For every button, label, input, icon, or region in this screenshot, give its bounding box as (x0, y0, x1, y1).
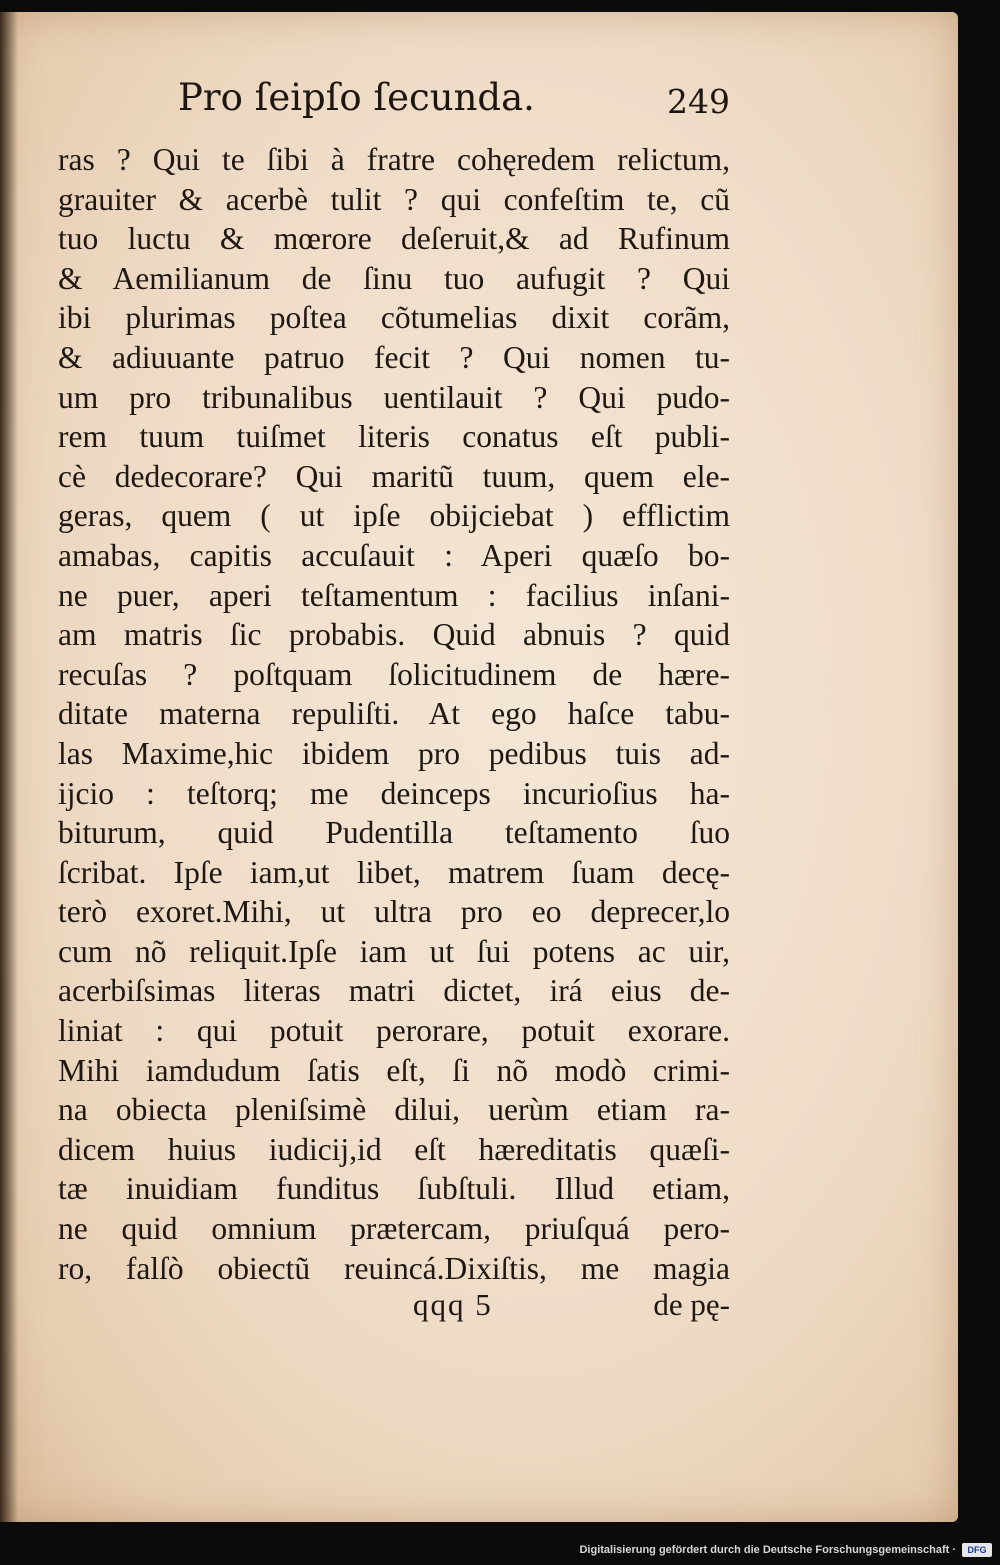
text-line: ras ? Qui te ſibi à fratre cohęredem relictum, (58, 142, 730, 177)
text-line: tuo luctu & mœrore deſeruit,& ad Rufinum (58, 221, 730, 257)
text-line: Mihi iamdudum ſatis eſt, ſi nõ modò crimi- (58, 1052, 730, 1088)
signature-mark: qqq 5 (413, 1287, 493, 1322)
page-title: Pro ſeipſo ſecunda. (178, 76, 535, 119)
text-line: & Aemilianum de ſinu tuo aufugit ? Qui (58, 260, 730, 296)
book-page (0, 12, 958, 1522)
text-line: terò exoret.Mihi, ut ultra pro eo deprecer,lo (58, 894, 730, 930)
text-line: amabas, capitis accuſauit : Aperi quæſo bo- (58, 537, 730, 573)
text-line: grauiter & acerbè tulit ? qui confeſtim te, cũ (58, 181, 730, 217)
text-line: ne puer, aperi teſtamentum : facilius inſani- (58, 577, 730, 613)
text-line: cum nõ reliquit.Ipſe iam ut ſui potens ac uir, (58, 933, 730, 969)
text-body (58, 140, 730, 1288)
text-line: rem tuum tuiſmet literis conatus eſt publi- (58, 419, 730, 455)
text-line: geras, quem ( ut ipſe obijciebat ) efflictim (58, 498, 730, 534)
text-line: biturum, quid Pudentilla teſtamento ſuo (58, 815, 730, 851)
text-line: dicem huius iudicij,id eſt hæreditatis quæſi- (58, 1131, 730, 1167)
credit-bar (0, 1535, 1000, 1565)
text-line: ro, falſò obiectũ reuincá.Dixiſtis, me magia (58, 1250, 730, 1286)
text-line: ditate materna repuliſti. At ego haſce tabu- (58, 696, 730, 732)
text-line: recuſas ? poſtquam ſolicitudinem de hære- (58, 656, 730, 692)
text-line: liniat : qui potuit perorare, potuit exorare. (58, 1013, 730, 1049)
text-line: & adiuuante patruo fecit ? Qui nomen tu- (58, 339, 730, 375)
text-line: ijcio : teſtorq; me deinceps incurioſius ha- (58, 775, 730, 811)
text-line: ibi plurimas poſtea cõtumelias dixit corãm, (58, 300, 730, 336)
running-head (60, 76, 730, 136)
text-line: na obiecta pleniſsimè dilui, uerùm etiam ra- (58, 1092, 730, 1128)
funding-credit: Digitalisierung gefördert durch die Deutsche Forschungsgemeinschaft · (579, 1544, 956, 1556)
text-line: ſcribat. Ipſe iam,ut libet, matrem ſuam decę- (58, 854, 730, 890)
text-line: tæ inuidiam funditus ſubſtuli. Illud etiam, (58, 1171, 730, 1207)
text-line: las Maxime,hic ibidem pro pedibus tuis ad- (58, 735, 730, 771)
page-number: 249 (667, 82, 730, 121)
text-line: am matris ſic probabis. Quid abnuis ? quid (58, 617, 730, 653)
page-footer (58, 1287, 730, 1327)
dfg-logo: DFG (962, 1543, 992, 1557)
catchword: de pę- (653, 1287, 730, 1322)
text-line: cè dedecorare? Qui maritũ tuum, quem ele- (58, 458, 730, 494)
text-line: ne quid omnium prætercam, priuſquá pero- (58, 1211, 730, 1247)
text-line: acerbiſsimas literas matri dictet, irá eius de- (58, 973, 730, 1009)
text-line: um pro tribunalibus uentilauit ? Qui pudo- (58, 379, 730, 415)
